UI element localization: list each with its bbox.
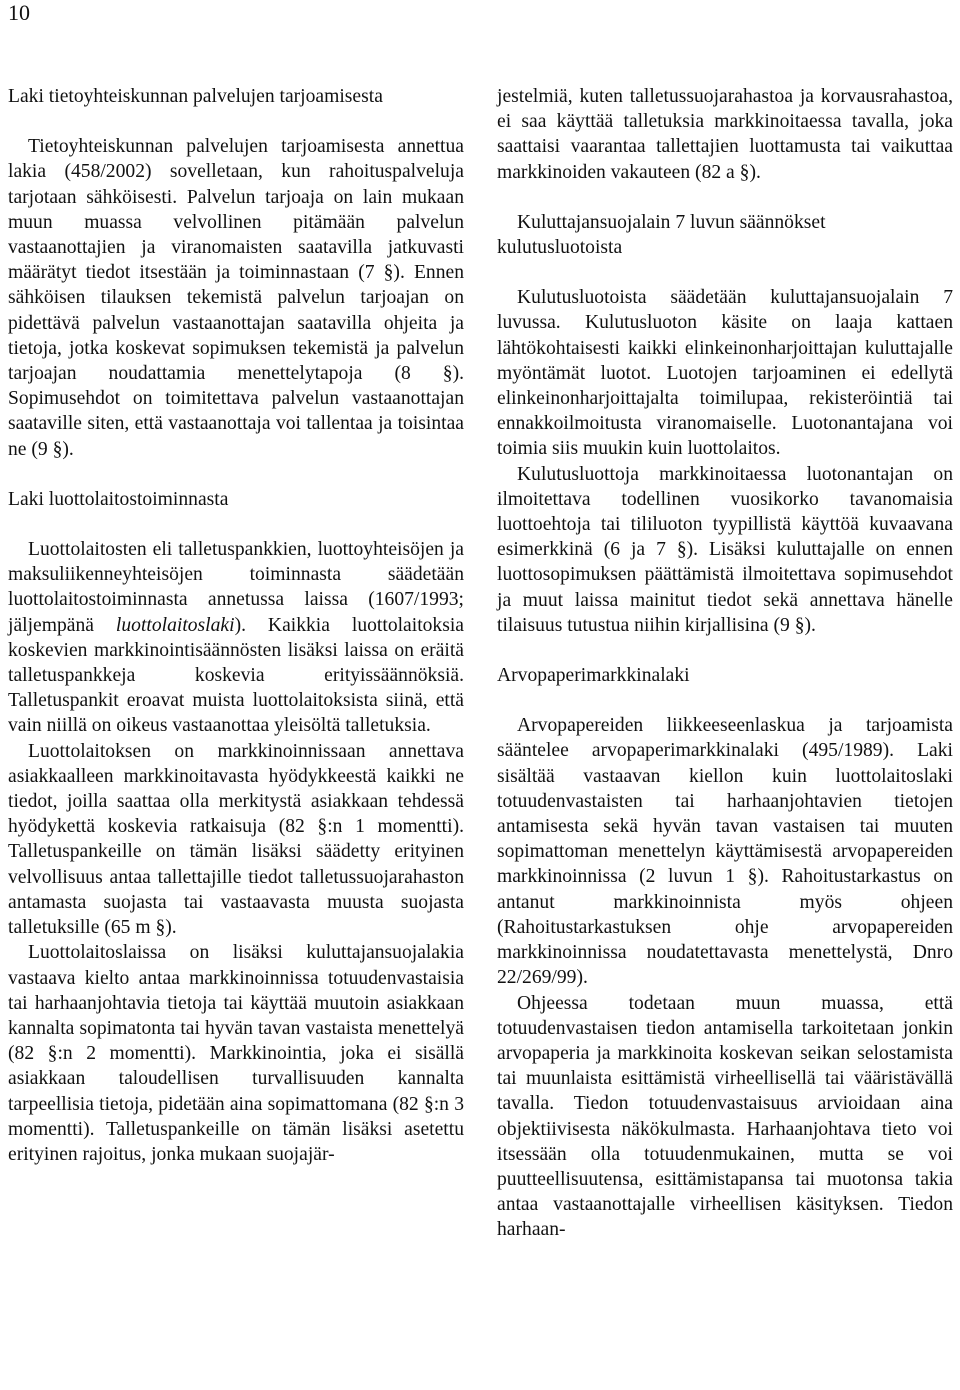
paragraph-luottolaitokset-3: Luottolaitoslaissa on lisäksi kuluttajansuojalakia vastaava kielto antaa markkinoinnissa totuudenvastaisia tai harhaanjohtavia tietoja tai käyttää muutoin asiakkaan kannalta sopimatonta tai hyvän tavan vastaista menettelyä (82 §:n 2 momentti). Markkinointia, joka ei sisällä asiakkaan taloudellisen turvallisuuden kannalta tarpeellisia tietoja, pidetään aina sopimattomana (82 §:n 3 momentti). Talletuspankeille on tämän lisäksi asetettu erityinen rajoitus, jonka mukaan suojajär- xyxy=(8,942,464,1165)
section-heading-luottolaitostoiminta: Laki luottolaitostoiminnasta xyxy=(8,488,229,510)
paragraph-kulutusluotot-1: Kulutusluotoista säädetään kuluttajansuojalain 7 luvussa. Kulutusluoton käsite on laaja kattaen lähtökohtaisesti kaikki elinkeinonharjoittajan kuluttajalle myöntämät luotot. Luotojen tarjoaminen ei edellytä elinkeinonharjoittajalta toimilupaa, rekisteröintiä tai ennakkoilmoitusta viranomaiselle. Luotonantajana voi toimia siis muukin kuin luottolaitos. xyxy=(497,287,953,460)
italic-term: luottolaitoslaki xyxy=(115,614,235,636)
section-heading-tietoyhteiskunta: Laki tietoyhteiskunnan palvelujen tarjoamisesta xyxy=(8,86,383,107)
paragraph-text: Luottolaitosten eli talletuspankkien, luottoyhteisöjen ja maksuliikenneyhteisöjen toiminnasta säädetään luottolaitostoiminnasta annetussa laissa (1607/1993; jäljempänä xyxy=(8,539,464,636)
paragraph-tietoyhteiskunta: Tietoyhteiskunnan palvelujen tarjoamisesta annettua lakia (458/2002) sovelletaan, kun rahoituspalveluja tarjotaan sähköisesti. Palvelun tarjoaja on lain mukaan muun muassa velvollinen pitämään palvelun vastaanottajien ja viranomaisten saatavilla jatkuvasti määrätyt tiedot itsestään ja toiminnastaan (7 §). Ennen sähköisen tilauksen tekemistä palvelun tarjoajan on pidettävä palvelun vastaanottajan saatavilla ohjeita ja tietoja, jotka koskevat sopimuksen tekemistä ja palvelun tarjoajan noudattamia menettelytapoja (8 §). Sopimusehdot on toimitettava palvelun vastaanottajan saataville siten, että vastaanottaja voi tallentaa ja toisintaa ne (9 §). xyxy=(8,136,464,460)
section-heading-arvopaperimarkkinalaki: Arvopaperimarkkinalaki xyxy=(497,665,690,687)
paragraph-luottolaitokset-1 xyxy=(8,537,464,739)
paragraph-kulutusluotot-2: Kulutusluottoja markkinoitaessa luotonantajan on ilmoitettava todellinen vuosikorko tavanomaisia luottoehtoja tai tililuoton tyypillistä käyttöä kuvaavana esimerkkinä (6 ja 7 §). Lisäksi kuluttajalle on ennen luottosopimuksen päättämistä ilmoitettava sopimusehdot ja muut laissa mainitut tiedot sekä annettava hänelle tilaisuus tutustua niihin kirjallisina (9 §). xyxy=(497,463,953,636)
right-column xyxy=(497,84,953,1243)
section-heading-kulutusluotot: Kuluttajansuojalain 7 luvun säännökset kulutusluotoista xyxy=(497,211,826,259)
paragraph-text: ). Kaikkia luottolaitoksia koskevien markkinointisäännösten lisäksi laissa on eräitä talletuspankkeja koskevia erityissäännöksiä. Talletuspankit eroavat muista luottolaitoksista siinä, että vain niillä on oikeus vastaanottaa yleisöltä talletuksia. xyxy=(8,614,464,737)
paragraph-continuation: jestelmiä, kuten talletussuojarahastoa ja korvausrahastoa, ei saa käyttää talletuksia markkinoitaessa tavalla, joka saattaisi vaarantaa tallettajien luottamusta tai vaikuttaa markkinoiden vakauteen (82 a §). xyxy=(497,86,953,183)
paragraph-arvopaperit-2: Ohjeessa todetaan muun muassa, että totuudenvastaisen tiedon antamisella tarkoitetaan jonkin arvopaperia ja markkinoita koskevan seikan selostamista tai muunlaista esittämistä virheellisellä tai vääristävällä tavalla. Tiedon totuudenvastaisuus arvioidaan aina objektiivisesta näkökulmasta. Harhaanjohtava tieto voi itsessään olla totuudenmukainen, mutta se voi puutteellisuutensa, esittämistapansa tai muotonsa takia antaa vastaanottajalle virheellisen käsityksen. Tiedon harhaan- xyxy=(497,992,953,1241)
left-column xyxy=(8,84,464,1167)
paragraph-arvopaperit-1: Arvopapereiden liikkeeseenlaskua ja tarjoamista sääntelee arvopaperimarkkinalaki (495/1989). Laki sisältää vastaavan kiellon kuin luottolaitoslaki totuudenvastaisten tai harhaanjohtavien tietojen antamisesta sekä hyvän tavan vastaisen tai muuten sopimattoman menettelyn käyttämisestä arvopapereiden markkinoinnissa (2 luvun 1 §). Rahoitustarkastus on antanut markkinoinnista myös ohjeen (Rahoitustarkastuksen ohje arvopapereiden markkinoinnissa noudatettavasta menettelystä, Dnro 22/269/99). xyxy=(497,715,953,989)
paragraph-luottolaitokset-2: Luottolaitoksen on markkinoinnissaan annettava asiakkaalleen markkinoitavasta hyödykkeestä kaikki ne tiedot, joilla saattaa olla merkitystä asiakkaan tehdessä hyödykettä koskevia ratkaisuja (82 §:n 1 momentti). Talletuspankeille on tämän lisäksi säädetty erityinen velvollisuus antaa tallettajille tiedot talletussuojarahaston antamasta suojasta tai vastaavasta muusta suojasta talletuksille (65 m §). xyxy=(8,740,464,939)
page-number: 10 xyxy=(8,0,30,25)
